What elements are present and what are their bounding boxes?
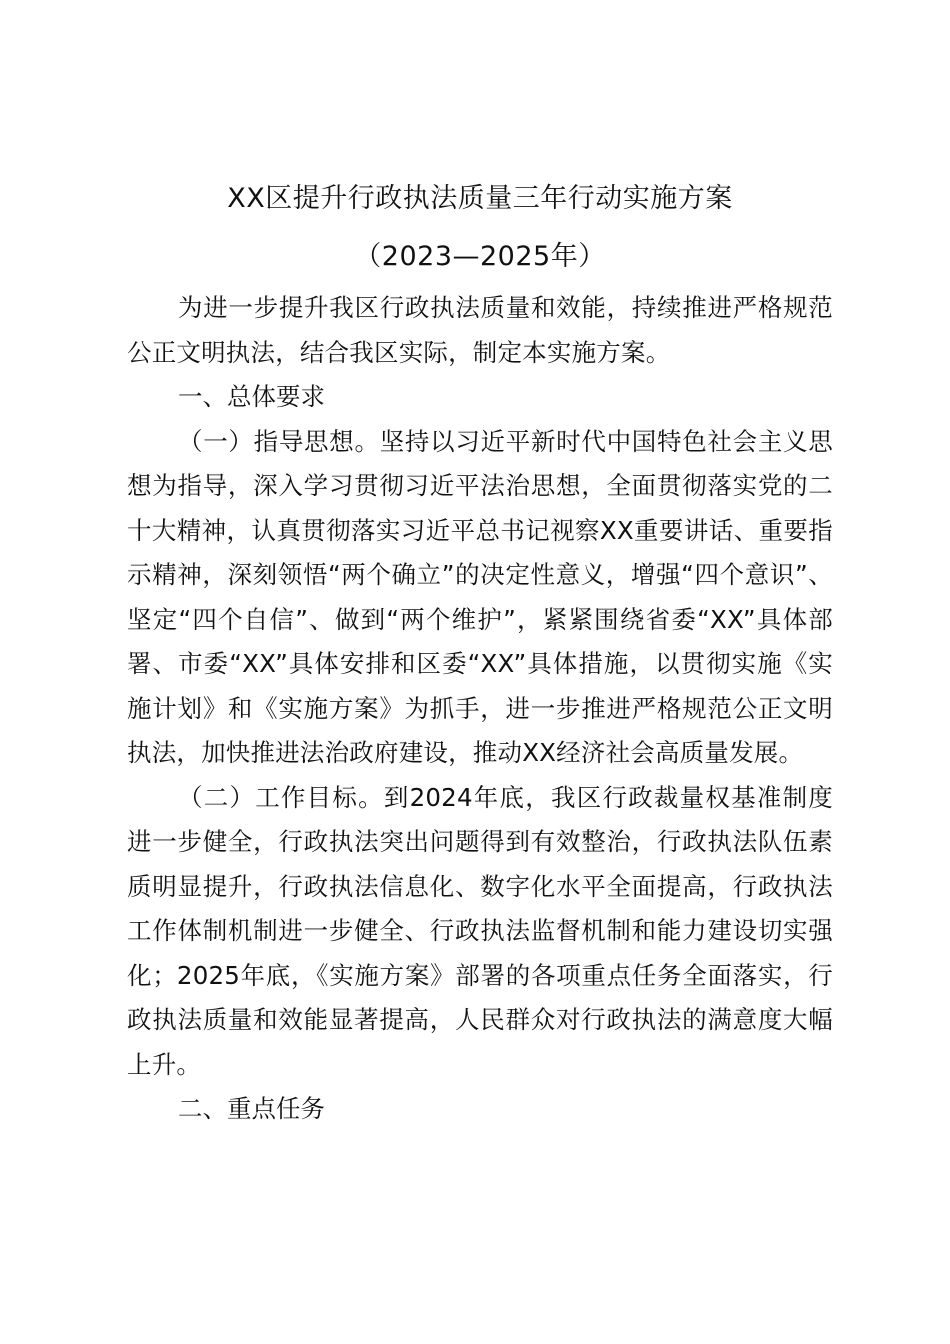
intro-paragraph: 为进一步提升我区行政执法质量和效能，持续推进严格规范公正文明执法，结合我区实际，制定本实施方案。: [127, 293, 833, 367]
document-title: XX区提升行政执法质量三年行动实施方案: [227, 183, 733, 214]
document-page: [127, 170, 833, 1132]
document-subtitle: （2023—2025年）: [354, 241, 606, 272]
guiding-ideology-paragraph: （一）指导思想。坚持以习近平新时代中国特色社会主义思想为指导，深入学习贯彻习近平法治思想，全面贯彻落实党的二十大精神，认真贯彻落实习近平总书记视察XX重要讲话、重要指示精神，深刻领悟“两个确立”的决定性意义，增强“四个意识”、坚定“四个自信”、做到“两个维护”，紧紧围绕省委“XX”具体部署、市委“XX”具体安排和区委“XX”具体措施，以贯彻实施《实施计划》和《实施方案》为抓手，进一步推进严格规范公正文明执法，加快推进法治政府建设，推动XX经济社会高质量发展。: [127, 426, 833, 767]
work-goals-paragraph: （二）工作目标。到2024年底，我区行政裁量权基准制度进一步健全，行政执法突出问题得到有效整治，行政执法队伍素质明显提升，行政执法信息化、数字化水平全面提高，行政执法工作体制机制进一步健全、行政执法监督机制和能力建设切实强化；2025年底，《实施方案》部署的各项重点任务全面落实，行政执法质量和效能显著提高，人民群众对行政执法的满意度大幅上升。: [127, 782, 833, 1079]
section-heading-general-requirements: 一、总体要求: [178, 382, 325, 411]
section-heading-key-tasks: 二、重点任务: [178, 1094, 325, 1123]
